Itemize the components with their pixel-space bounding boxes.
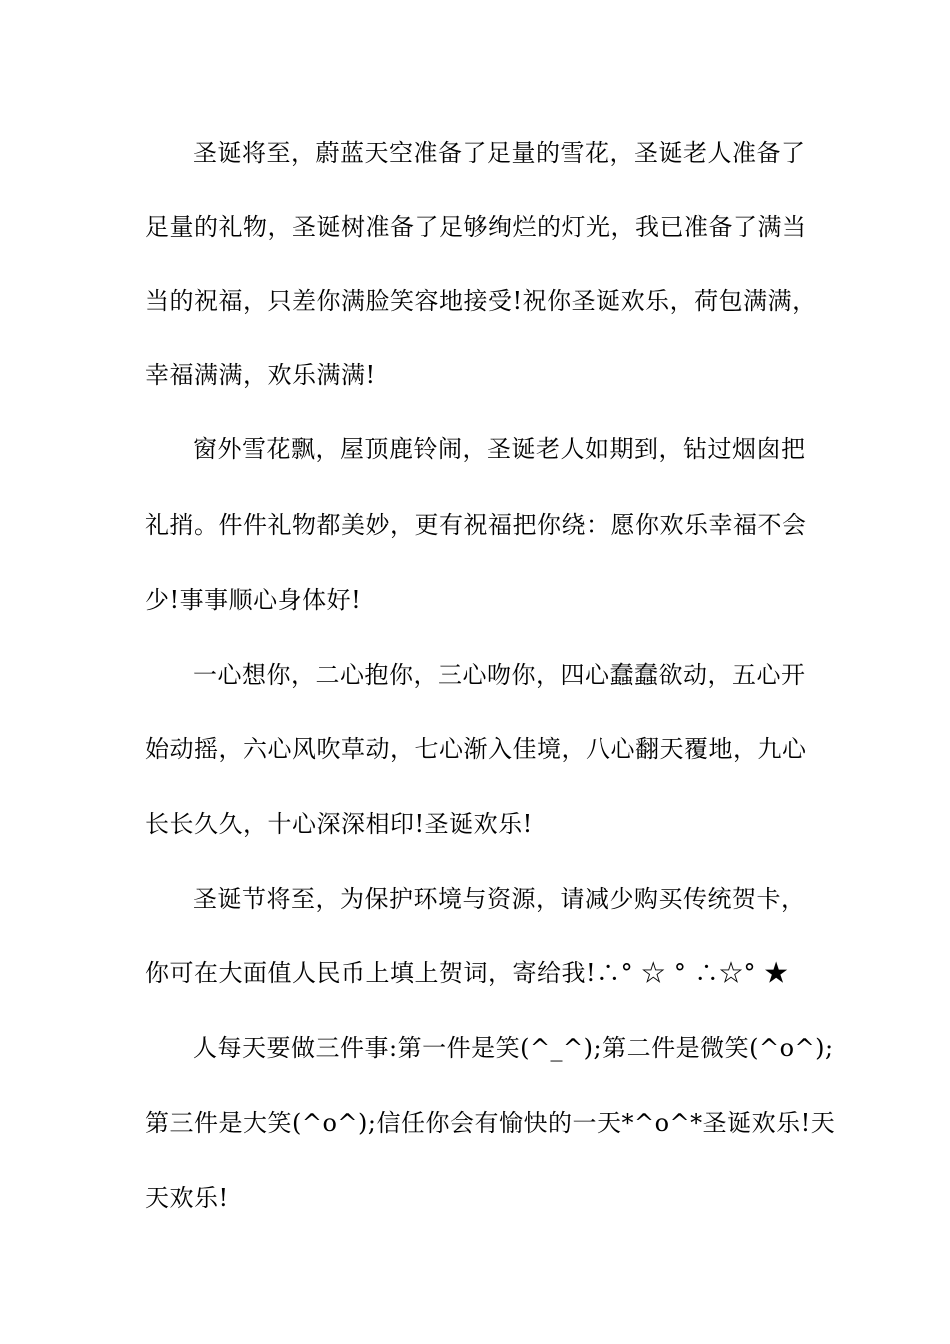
paragraph-1-line-4: 幸福满满，欢乐满满! [145, 361, 376, 389]
paragraph-5-line-3: 天欢乐! [145, 1184, 229, 1212]
paragraph-1-line-2: 足量的礼物，圣诞树准备了足够绚烂的灯光，我已准备了满当 [145, 213, 807, 241]
paragraph-4-line-2: 你可在大面值人民币上填上贺词，寄给我!∴° ☆ ° ∴☆° ★ [145, 959, 789, 987]
paragraph-5-line-1: 人每天要做三件事:第一件是笑(^_^);第二件是微笑(^o^); [193, 1034, 834, 1062]
paragraph-1-line-3: 当的祝福，只差你满脸笑容地接受!祝你圣诞欢乐，荷包满满， [145, 287, 817, 315]
paragraph-1-line-1: 圣诞将至，蔚蓝天空准备了足量的雪花，圣诞老人准备了 [193, 139, 806, 167]
paragraph-5-line-2: 第三件是大笑(^o^);信任你会有愉快的一天*^o^*圣诞欢乐!天 [145, 1109, 836, 1137]
paragraph-2-line-3: 少!事事顺心身体好! [145, 586, 362, 614]
paragraph-2-line-2: 礼捎。件件礼物都美妙，更有祝福把你绕：愿你欢乐幸福不会 [145, 511, 807, 539]
paragraph-3-line-2: 始动摇，六心风吹草动，七心渐入佳境，八心翻天覆地，九心 [145, 735, 807, 763]
paragraph-3-line-3: 长长久久，十心深深相印!圣诞欢乐! [145, 810, 533, 838]
paragraph-4-line-1: 圣诞节将至，为保护环境与资源，请减少购买传统贺卡， [193, 885, 806, 913]
paragraph-3-line-1: 一心想你，二心抱你，三心吻你，四心蠢蠢欲动，五心开 [193, 661, 806, 689]
paragraph-2-line-1: 窗外雪花飘，屋顶鹿铃闹，圣诞老人如期到，钻过烟囱把 [193, 435, 806, 463]
